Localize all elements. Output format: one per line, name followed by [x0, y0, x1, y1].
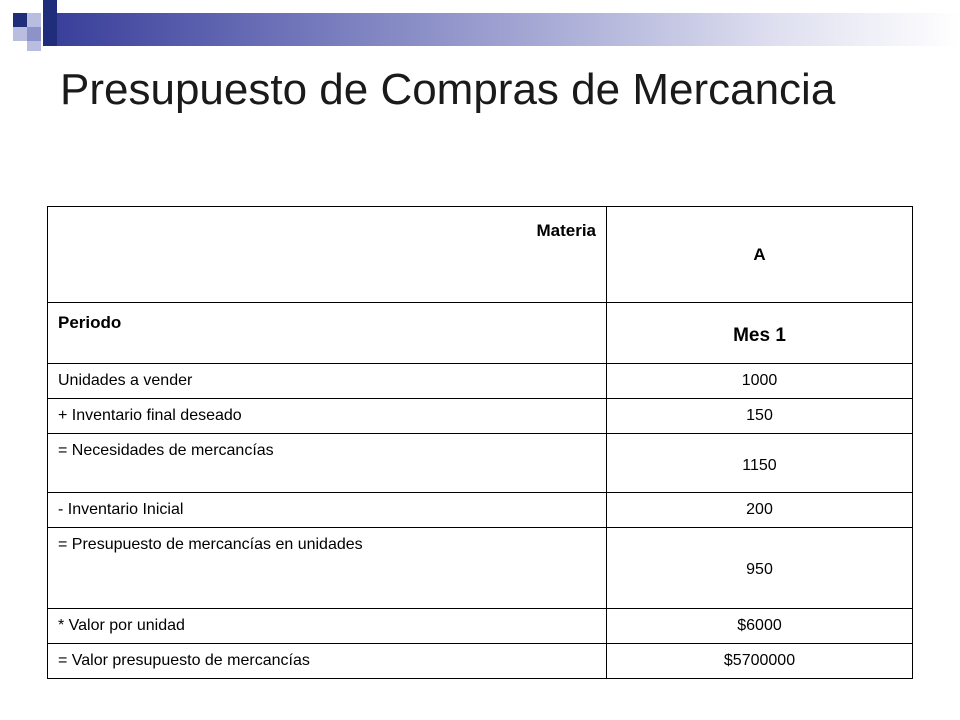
- decor-square-navy-1: [13, 13, 27, 27]
- decor-square-navy-2: [43, 0, 57, 13]
- periodo-label: Periodo: [48, 303, 607, 364]
- header-gradient-bar: [57, 13, 960, 46]
- decor-square-navy-3: [43, 13, 57, 46]
- row-label: - Inventario Inicial: [48, 493, 607, 528]
- table-row: [48, 399, 913, 434]
- table-row: [48, 364, 913, 399]
- row-value: 200: [607, 493, 913, 528]
- row-value: 150: [607, 399, 913, 434]
- decor-square-lavender-2: [13, 27, 27, 41]
- table-row: [48, 434, 913, 493]
- slide-title: Presupuesto de Compras de Mercancia: [60, 65, 836, 114]
- row-label: = Necesidades de mercancías: [48, 434, 607, 493]
- row-label: = Valor presupuesto de mercancías: [48, 644, 607, 679]
- materia-label: Materia: [48, 207, 607, 303]
- row-value: $6000: [607, 609, 913, 644]
- decor-square-lavender-3: [27, 41, 41, 51]
- table-row: [48, 644, 913, 679]
- table-row: [48, 609, 913, 644]
- table-row: [48, 493, 913, 528]
- row-label: Unidades a vender: [48, 364, 607, 399]
- row-value: $5700000: [607, 644, 913, 679]
- table-header-row-periodo: [48, 303, 913, 364]
- materia-value: A: [607, 207, 913, 303]
- purchase-budget-table: [47, 206, 913, 679]
- row-label: = Presupuesto de mercancías en unidades: [48, 528, 607, 609]
- table-row: [48, 528, 913, 609]
- periodo-value: Mes 1: [607, 303, 913, 364]
- table-header-row-materia: [48, 207, 913, 303]
- row-label: + Inventario final deseado: [48, 399, 607, 434]
- row-value: 1000: [607, 364, 913, 399]
- row-label: * Valor por unidad: [48, 609, 607, 644]
- decor-square-mid-1: [27, 27, 41, 41]
- row-value: 1150: [607, 434, 913, 493]
- decor-square-lavender-1: [27, 13, 41, 27]
- row-value: 950: [607, 528, 913, 609]
